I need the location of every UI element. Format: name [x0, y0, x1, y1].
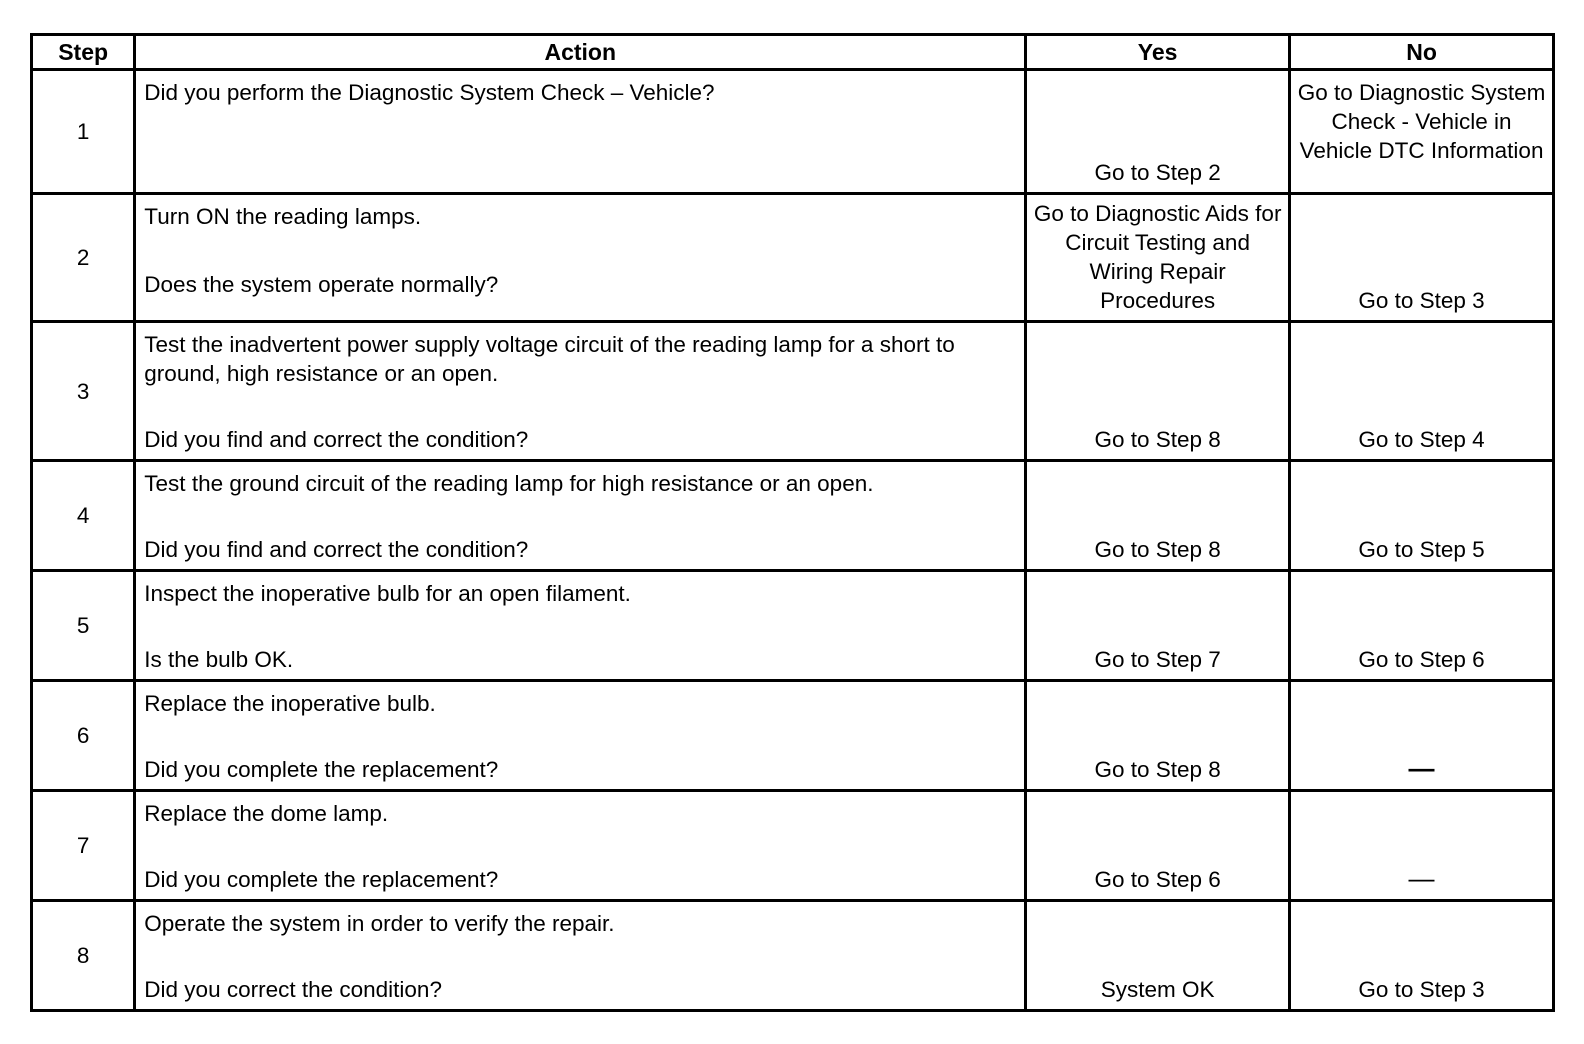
action-cell: [135, 791, 1026, 901]
table-row: [32, 901, 1554, 1011]
action-question: Did you complete the replacement?: [144, 867, 499, 892]
action-question: Did you find and correct the condition?: [144, 537, 529, 562]
action-question: Did you find and correct the condition?: [144, 427, 529, 452]
yes-cell: Go to Step 8: [1026, 461, 1290, 571]
action-cell: [135, 194, 1026, 322]
table-row: [32, 322, 1554, 461]
action-text: Replace the inoperative bulb.: [144, 691, 436, 716]
action-cell: [135, 70, 1026, 194]
action-question: Does the system operate normally?: [144, 272, 499, 297]
no-cell: Go to Step 6: [1290, 571, 1554, 681]
no-cell: Go to Step 3: [1290, 194, 1554, 322]
no-cell: [1290, 791, 1554, 901]
action-text: Inspect the inoperative bulb for an open filament.: [144, 581, 631, 606]
table-row: [32, 194, 1554, 322]
yes-cell: Go to Step 8: [1026, 681, 1290, 791]
header-row: [32, 35, 1554, 70]
action-question: Did you correct the condition?: [144, 977, 442, 1002]
header-step: Step: [32, 35, 135, 70]
yes-cell: Go to Step 6: [1026, 791, 1290, 901]
table-row: [32, 681, 1554, 791]
step-number: 3: [32, 322, 135, 461]
action-text: Test the ground circuit of the reading lamp for high resistance or an open.: [144, 471, 874, 496]
step-number: 4: [32, 461, 135, 571]
table-row: [32, 70, 1554, 194]
step-number: 5: [32, 571, 135, 681]
action-cell: [135, 901, 1026, 1011]
yes-cell: Go to Diagnostic Aids for Circuit Testing and Wiring Repair Procedures: [1026, 194, 1290, 322]
step-number: 6: [32, 681, 135, 791]
action-text: Test the inadvertent power supply voltage circuit of the reading lamp for a short to ground, high resistance or an open.: [144, 332, 955, 386]
table-row: [32, 461, 1554, 571]
no-cell: [1290, 681, 1554, 791]
table-row: [32, 791, 1554, 901]
action-text: Turn ON the reading lamps.: [144, 204, 422, 229]
table-row: [32, 571, 1554, 681]
no-cell: Go to Step 3: [1290, 901, 1554, 1011]
yes-cell: Go to Step 8: [1026, 322, 1290, 461]
no-cell: Go to Step 5: [1290, 461, 1554, 571]
header-action: Action: [135, 35, 1026, 70]
yes-cell: Go to Step 2: [1026, 70, 1290, 194]
no-dash: —: [1408, 753, 1435, 783]
yes-cell: Go to Step 7: [1026, 571, 1290, 681]
action-cell: [135, 681, 1026, 791]
action-text: Did you perform the Diagnostic System Check – Vehicle?: [144, 80, 715, 105]
step-number: 2: [32, 194, 135, 322]
action-cell: [135, 322, 1026, 461]
action-question: Did you complete the replacement?: [144, 757, 499, 782]
action-question: Is the bulb OK.: [144, 647, 294, 672]
action-text: Replace the dome lamp.: [144, 801, 389, 826]
step-number: 1: [32, 70, 135, 194]
step-number: 7: [32, 791, 135, 901]
no-cell: Go to Diagnostic System Check - Vehicle in Vehicle DTC Information: [1290, 70, 1554, 194]
step-number: 8: [32, 901, 135, 1011]
action-text: Operate the system in order to verify the repair.: [144, 911, 615, 936]
header-no: No: [1290, 35, 1554, 70]
yes-cell: System OK: [1026, 901, 1290, 1011]
diagnostic-table: [30, 33, 1555, 1012]
no-dash: —: [1408, 863, 1435, 893]
header-yes: Yes: [1026, 35, 1290, 70]
no-cell: Go to Step 4: [1290, 322, 1554, 461]
action-cell: [135, 571, 1026, 681]
action-cell: [135, 461, 1026, 571]
